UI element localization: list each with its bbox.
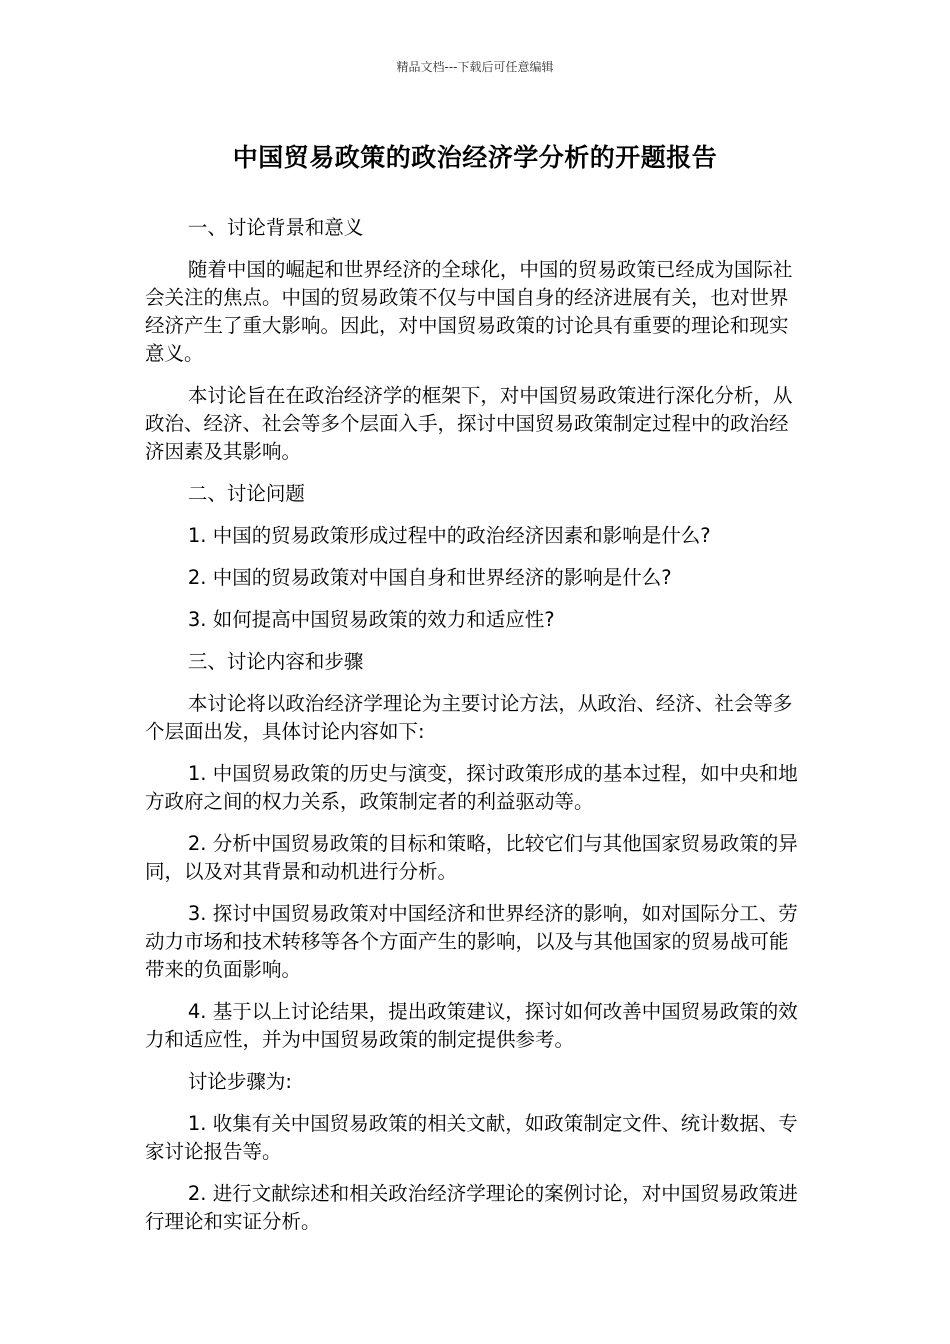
content-item: 2. 分析中国贸易政策的目标和策略，比较它们与其他国家贸易政策的异同，以及对其背景和动机进行分析。 <box>145 832 798 883</box>
content-item: 4. 基于以上讨论结果，提出政策建议，探讨如何改善中国贸易政策的效力和适应性，并为中国贸易政策的制定提供参考。 <box>145 1000 798 1051</box>
step-item: 1. 收集有关中国贸易政策的相关文献，如政策制定文件、统计数据、专家讨论报告等。 <box>145 1112 798 1163</box>
header-note: 精品文档---下载后可任意编辑 <box>396 60 554 74</box>
section-heading-background: 一、讨论背景和意义 <box>187 216 364 239</box>
section-heading-content: 三、讨论内容和步骤 <box>187 650 364 673</box>
document-body <box>145 214 807 1250</box>
question-item: 3. 如何提高中国贸易政策的效力和适应性? <box>187 608 555 631</box>
step-item: 2. 进行文献综述和相关政治经济学理论的案例讨论，对中国贸易政策进行理论和实证分析。 <box>145 1182 798 1233</box>
content-item: 3. 探讨中国贸易政策对中国经济和世界经济的影响，如对国际分工、劳动力市场和技术转移等各个方面产生的影响，以及与其他国家的贸易战可能带来的负面影响。 <box>145 902 798 981</box>
paragraph-background: 随着中国的崛起和世界经济的全球化，中国的贸易政策已经成为国际社会关注的焦点。中国的贸易政策不仅与中国自身的经济进展有关，也对世界经济产生了重大影响。因此，对中国贸易政策的讨论具有重要的理论和现实意义。 <box>145 258 793 365</box>
document-title: 中国贸易政策的政治经济学分析的开题报告 <box>232 143 718 172</box>
section-heading-questions: 二、讨论问题 <box>187 482 305 505</box>
paragraph-content-intro: 本讨论将以政治经济学理论为主要讨论方法，从政治、经济、社会等多个层面出发，具体讨论内容如下: <box>145 692 793 743</box>
steps-heading: 讨论步骤为: <box>187 1070 292 1093</box>
question-item: 1. 中国的贸易政策形成过程中的政治经济因素和影响是什么? <box>187 524 711 547</box>
question-item: 2. 中国的贸易政策对中国自身和世界经济的影响是什么? <box>187 566 672 589</box>
paragraph-purpose: 本讨论旨在在政治经济学的框架下，对中国贸易政策进行深化分析，从政治、经济、社会等多个层面入手，探讨中国贸易政策制定过程中的政治经济因素及其影响。 <box>145 384 793 463</box>
content-item: 1. 中国贸易政策的历史与演变，探讨政策形成的基本过程，如中央和地方政府之间的权力关系，政策制定者的利益驱动等。 <box>145 762 798 813</box>
